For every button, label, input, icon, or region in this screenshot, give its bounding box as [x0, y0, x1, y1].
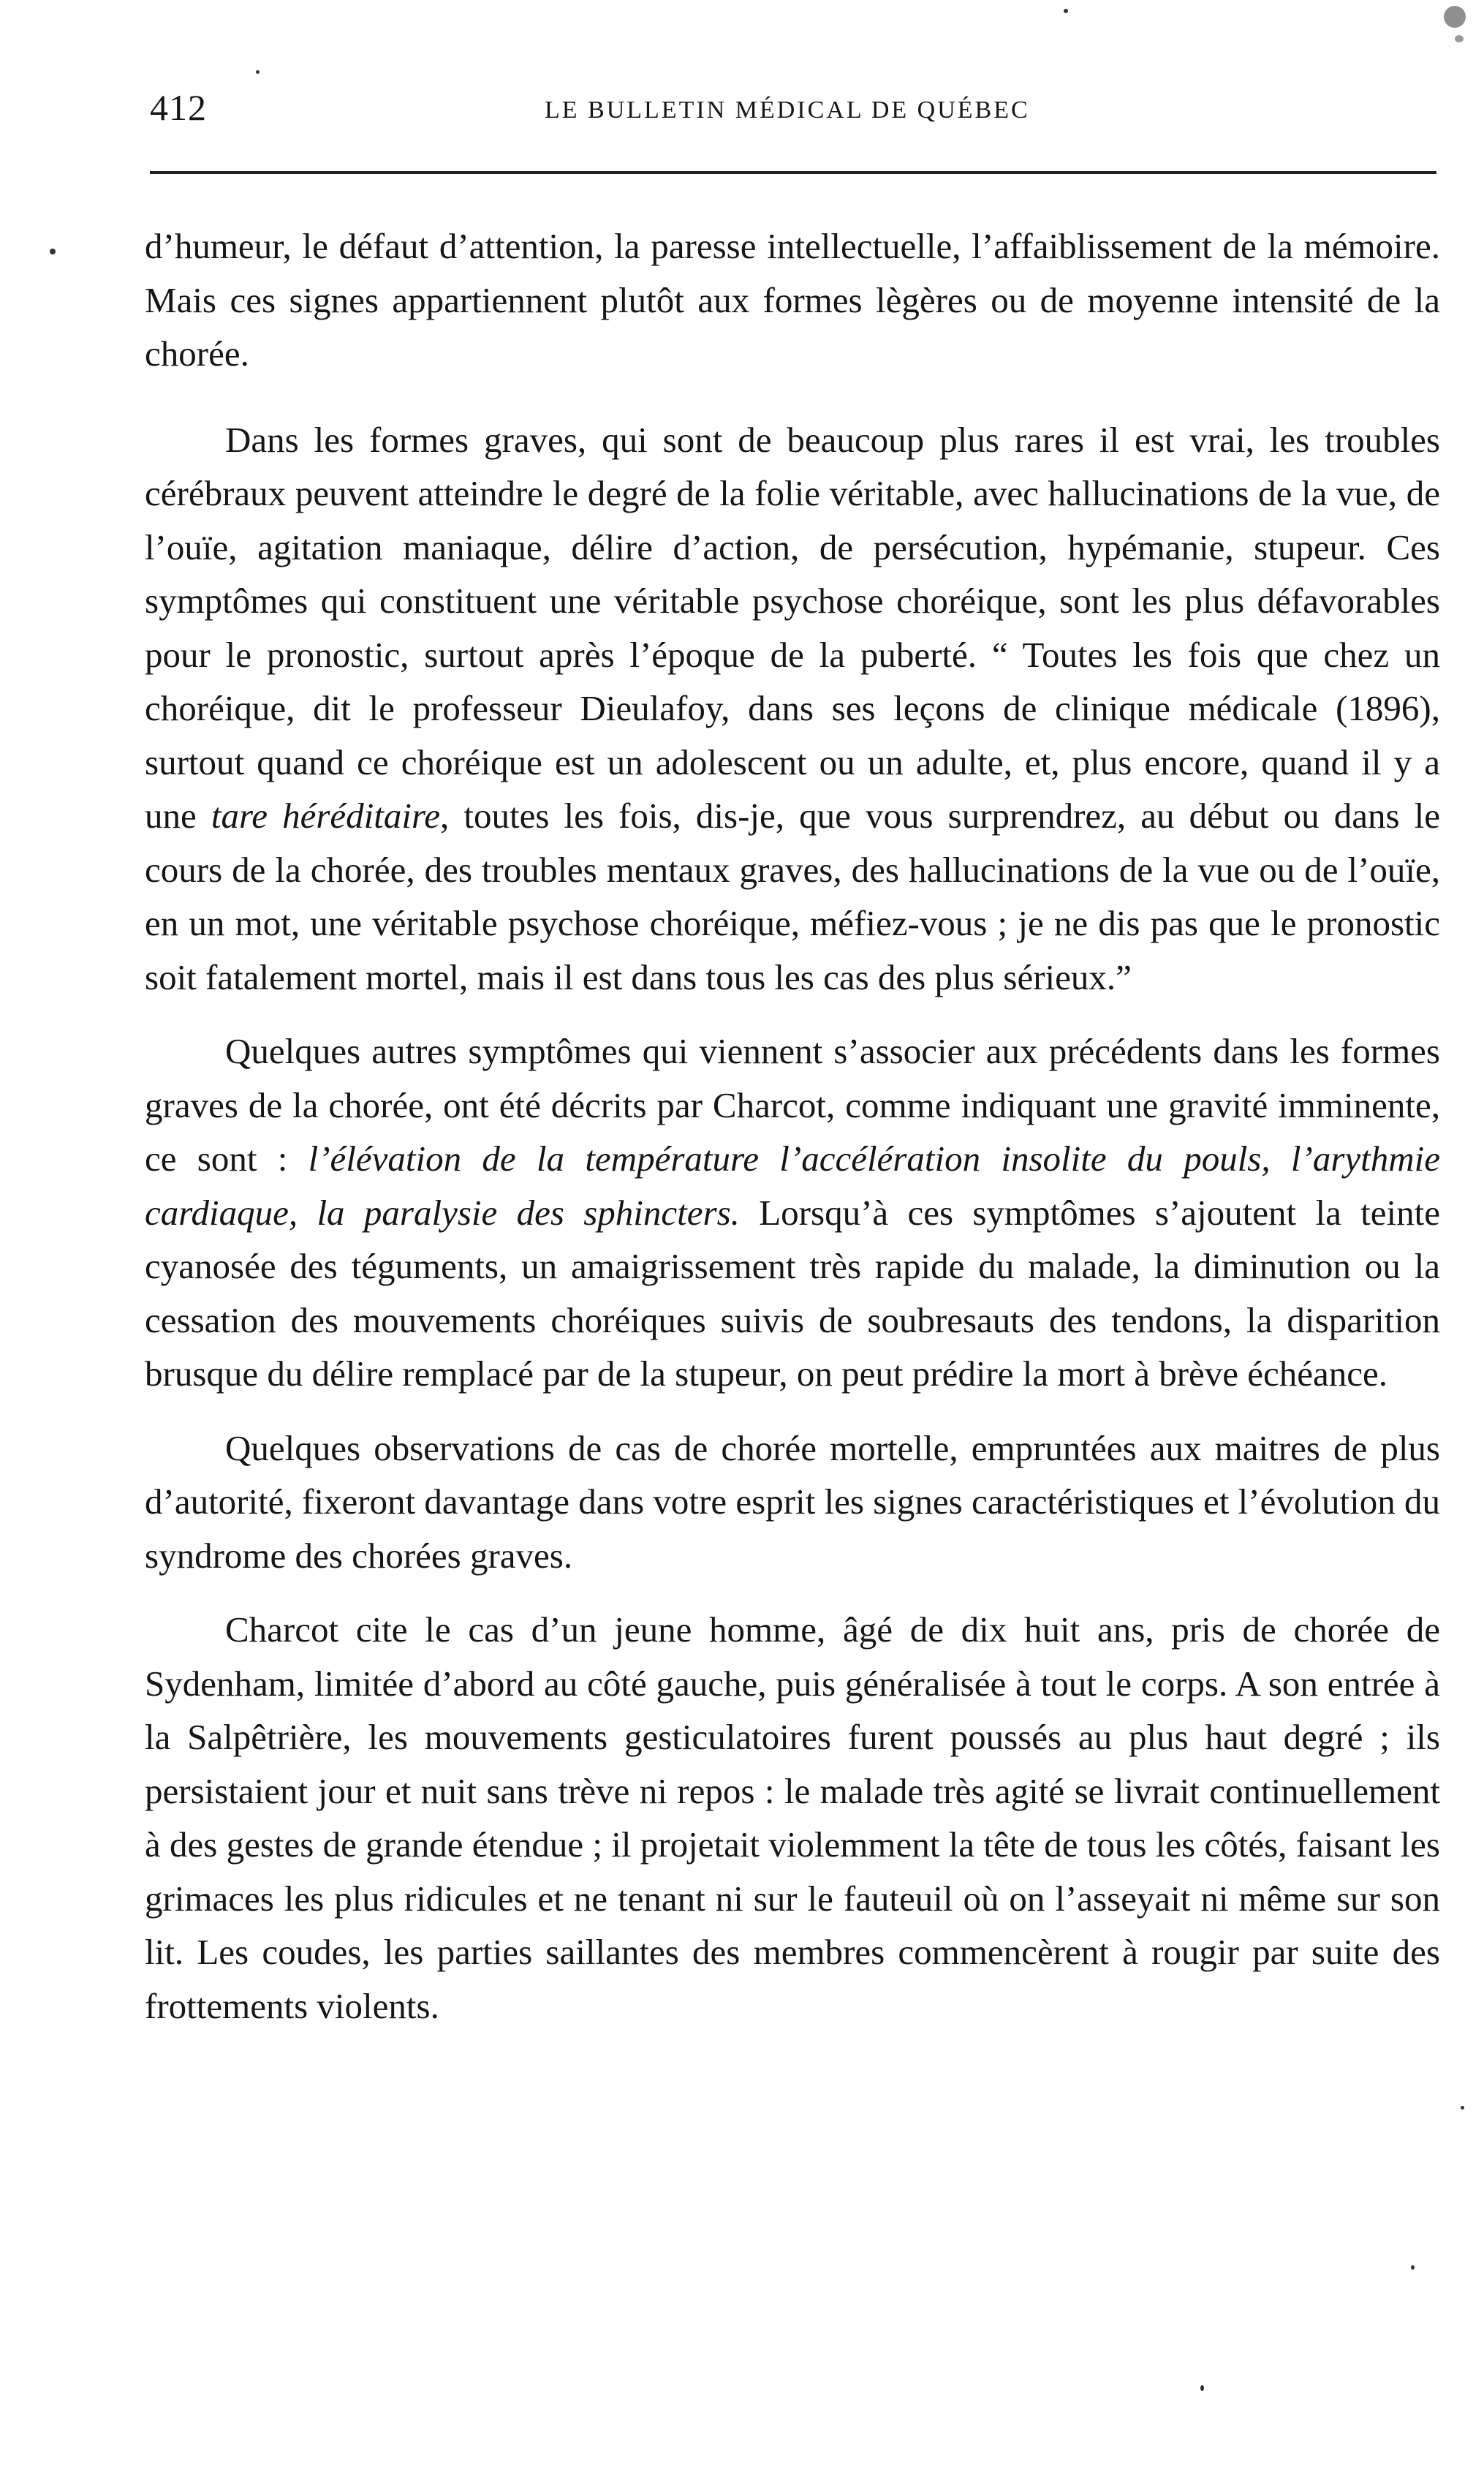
paragraph-4-text: Quelques observations de cas de chorée mortelle, empruntées aux maitres de plus d’autorité, fixeront davantage dans votre esprit les signes caractéristiques et l’évolution du syndrome des chorées graves.	[145, 1427, 1440, 1576]
running-head: LE BULLETIN MÉDICAL DE QUÉBEC	[545, 97, 1030, 124]
paragraph-2-text-after: , toutes les fois, dis-je, que vous surprendrez, au début ou dans le cours de la chorée, des troubles mentaux graves, des hallucinations de la vue ou de l’ouïe, en un mot, une véritable psychose choréique, méfiez-vous ; je ne dis pas que le pronostic soit fatalement mortel, mais il est dans tous les cas des plus sérieux.”	[145, 796, 1440, 997]
paragraph-2-italic: tare héréditaire	[211, 796, 440, 836]
speck	[1064, 9, 1068, 13]
body-text	[145, 219, 1440, 2053]
paragraph-3-text: Quelques autres symptômes qui viennent s’associer aux précédents dans les formes graves de la chorée, ont été décrits par Charcot, comme indiquant une gravité imminente, ce sont :	[145, 1031, 1440, 1179]
speck	[1200, 2385, 1204, 2391]
speck	[50, 249, 56, 254]
speck	[1444, 6, 1466, 28]
speck	[1411, 2265, 1415, 2270]
paragraph-5-text: Charcot cite le cas d’un jeune homme, âgé de dix huit ans, pris de chorée de Sydenham, limitée d’abord au côté gauche, puis généralisée à tout le corps. A son entrée à la Salpêtrière, les mouvements gesticulatoires furent poussés au plus haut degré ; ils persistaient jour et nuit sans trève ni repos : le malade très agité se livrait continuellement à des gestes de grande étendue ; il projetait violemment la tête de tous les côtés, faisant les grimaces les plus ridicules et ne tenant ni sur le fauteuil où on l’asseyait ni même sur son lit. Les coudes, les parties saillantes des membres commencèrent à rougir par suite des frottements violents.	[145, 1609, 1440, 2026]
page-number: 412	[150, 87, 207, 128]
paragraph-3	[145, 1024, 1440, 1401]
speck	[1461, 2106, 1464, 2110]
header-rule	[150, 171, 1436, 174]
speck	[1455, 35, 1464, 42]
page-header	[150, 86, 1436, 152]
speck	[256, 70, 260, 74]
paragraph-3-italic: l’élévation de la température l’accélération insolite du pouls, l’arythmie cardiaque, la paralysie des sphincters.	[145, 1138, 1441, 1233]
paragraph-5	[145, 1603, 1440, 2033]
paragraph-3-text-after: Lorsqu’à ces symptômes s’ajoutent la teinte cyanosée des téguments, un amaigrissement très rapide du malade, la diminution ou la cessation des mouvements choréiques suivis de soubresauts des tendons, la disparition brusque du délire remplacé par de la stupeur, on peut prédire la mort à brève échéance.	[145, 1192, 1441, 1394]
paragraph-4	[145, 1421, 1440, 1583]
paragraph-2	[145, 413, 1440, 1005]
paragraph-1	[145, 219, 1440, 381]
paragraph-1-text: d’humeur, le défaut d’attention, la paresse intellectuelle, l’affaiblissement de la mémoire. Mais ces signes appartiennent plutôt aux formes lègères ou de moyenne intensité de la chorée.	[145, 226, 1440, 374]
paragraph-2-text: Dans les formes graves, qui sont de beaucoup plus rares il est vrai, les troubles cérébraux peuvent atteindre le degré de la folie véritable, avec hallucinations de la vue, de l’ouïe, agitation maniaque, délire d’action, de persécution, hypémanie, stupeur. Ces symptômes qui constituent une véritable psychose choréique, sont les plus défavorables pour le pronostic, surtout après l’époque de la puberté. “ Toutes les fois que chez un choréique, dit le professeur Dieulafoy, dans ses leçons de clinique médicale (1896), surtout quand ce choréique est un adolescent ou un adulte, et, plus encore, quand il y a une	[145, 419, 1440, 836]
